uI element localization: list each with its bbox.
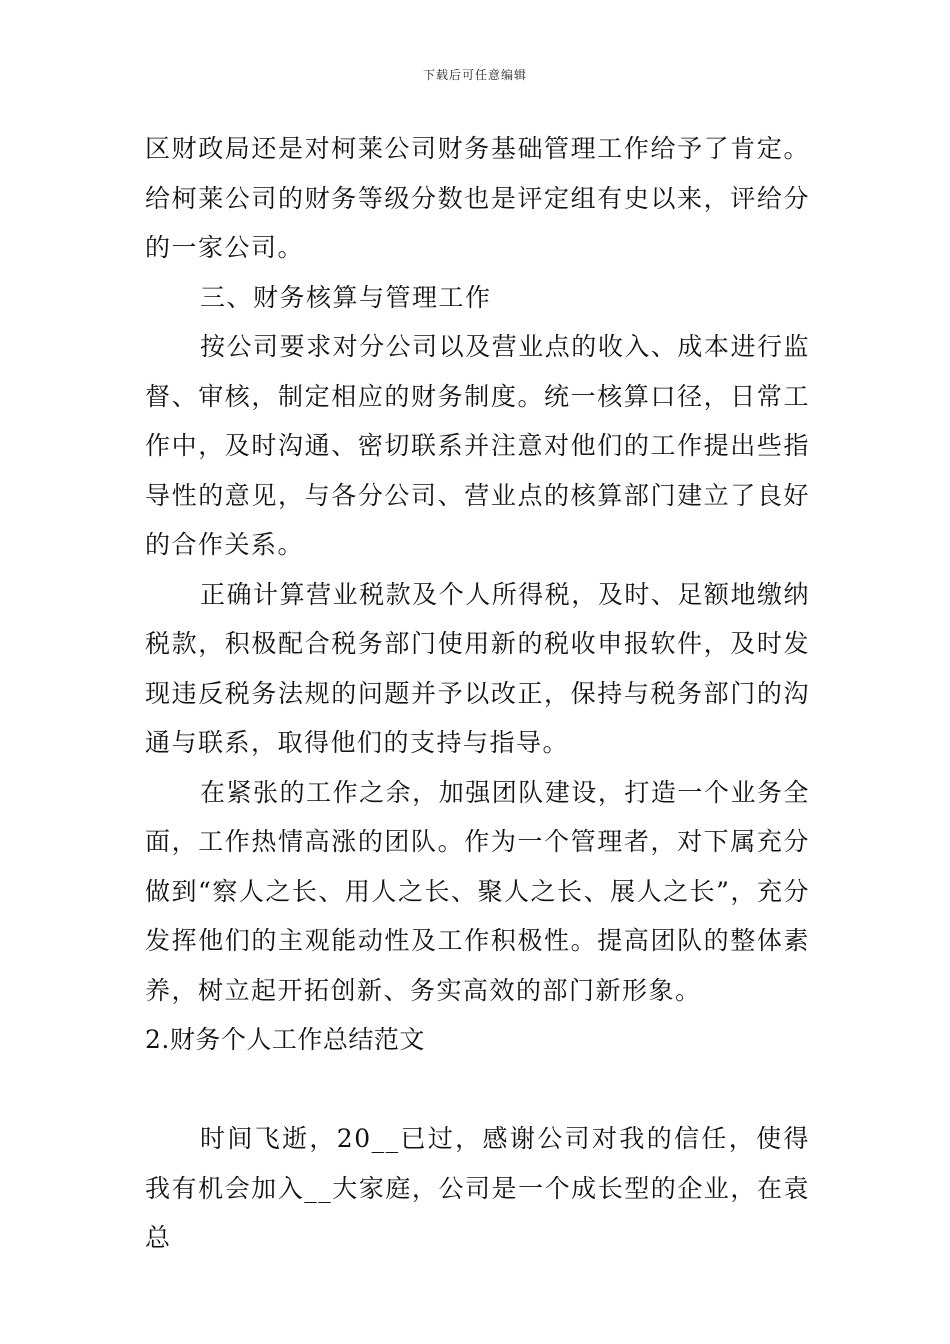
document-body [145, 124, 810, 1263]
blank-line [145, 1065, 810, 1115]
page-header-note: 下载后可任意编辑 [422, 68, 527, 82]
paragraph-supervision: 按公司要求对分公司以及营业点的收入、成本进行监督、审核，制定相应的财务制度。统一核算口径，日常工作中，及时沟通、密切联系并注意对他们的工作提出些指导性的意见，与各分公司、营业点的核算部门建立了良好的合作关系。 [145, 332, 810, 559]
paragraph-financial-bureau: 区财政局还是对柯莱公司财务基础管理工作给予了肯定。给柯莱公司的财务等级分数也是评定组有史以来，评给分的一家公司。 [145, 134, 810, 262]
paragraph-time-flies: 时间飞逝，20__已过，感谢公司对我的信任，使得我有机会加入__大家庭，公司是一个成长型的企业，在袁总 [145, 1124, 810, 1252]
paragraph-team-building: 在紧张的工作之余，加强团队建设，打造一个业务全面，工作热情高涨的团队。作为一个管理者，对下属充分做到“察人之长、用人之长、聚人之长、展人之长”，充分发挥他们的主观能动性及工作积极性。提高团队的整体素养，树立起开拓创新、务实高效的部门新形象。 [145, 777, 810, 1005]
paragraph-tax: 正确计算营业税款及个人所得税，及时、足额地缴纳税款，积极配合税务部门使用新的税收申报软件，及时发现违反税务法规的问题并予以改正，保持与税务部门的沟通与联系，取得他们的支持与指导。 [145, 579, 810, 757]
section-heading-accounting: 三、财务核算与管理工作 [200, 282, 492, 312]
article-title: 2.财务个人工作总结范文 [145, 1025, 425, 1054]
